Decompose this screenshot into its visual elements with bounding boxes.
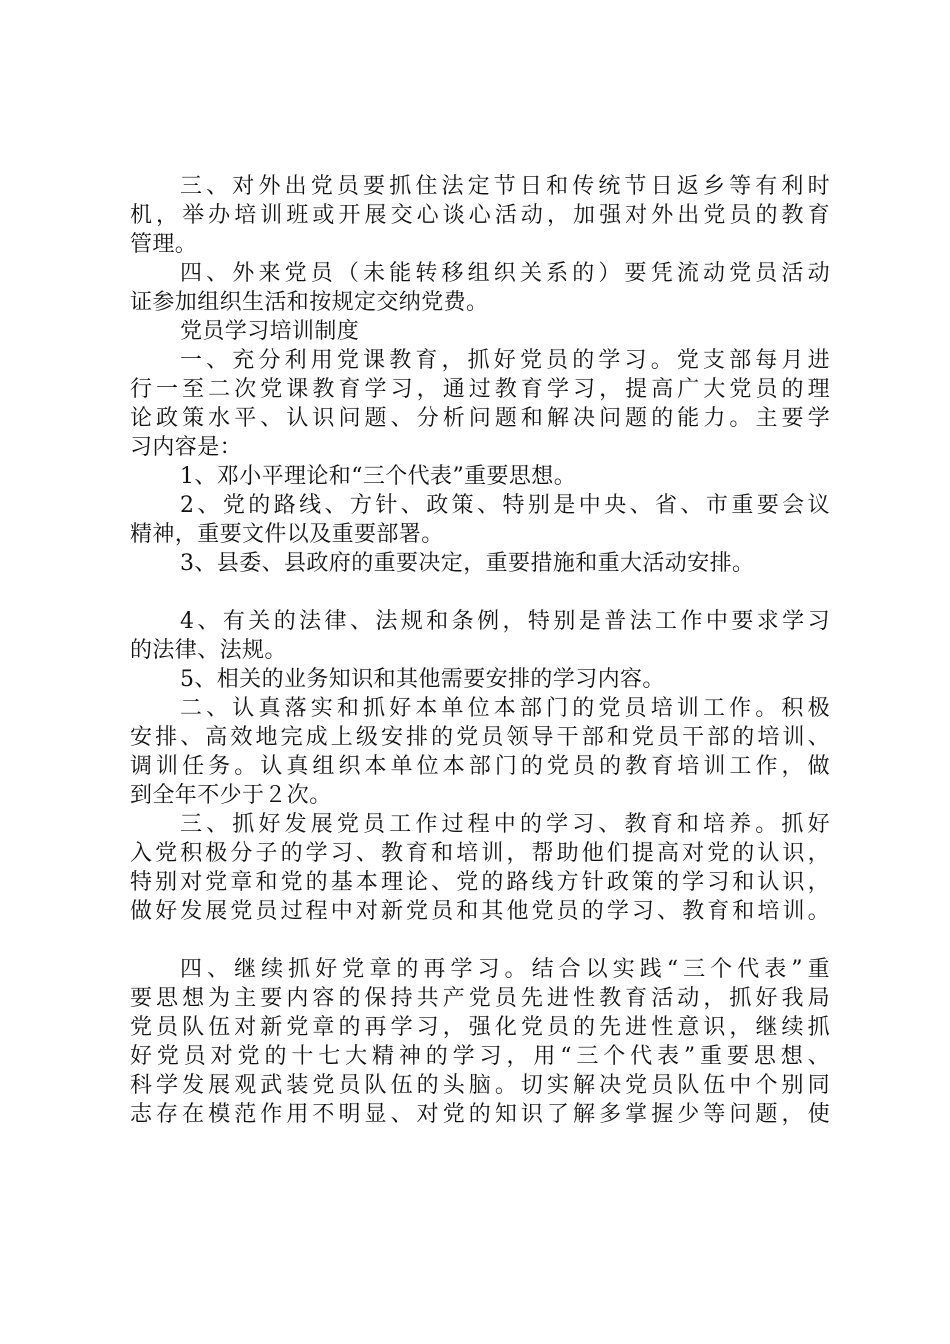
text-line: 5、相关的业务知识和其他需要安排的学习内容。 — [180, 667, 665, 692]
text-line: 党员学习培训制度 — [180, 319, 360, 344]
blank-line — [130, 926, 830, 955]
text-line: 证参加组织生活和按规定交纳党费。 — [130, 290, 489, 315]
document-body — [130, 172, 830, 1129]
text-line: 4、有关的法律、法规和条例，特别是普法工作中要求学习 — [180, 609, 830, 634]
text-line: 1、邓小平理论和“三个代表”重要思想。 — [180, 464, 577, 489]
text-line: 精神，重要文件以及重要部署。 — [130, 522, 444, 547]
text-line: 特别对党章和党的基本理论、党的路线方针政策的学习和认识， — [130, 870, 830, 895]
text-line: 二、认真落实和抓好本单位本部门的党员培训工作。积极 — [180, 696, 830, 721]
text-line: 行一至二次党课教育学习，通过教育学习，提高广大党员的理 — [130, 377, 830, 402]
text-line: 四、外来党员（未能转移组织关系的）要凭流动党员活动 — [180, 261, 830, 286]
text-line: 2、党的路线、方针、政策、特别是中央、省、市重要会议 — [180, 493, 830, 518]
text-line: 论政策水平、认识问题、分析问题和解决问题的能力。主要学 — [130, 406, 830, 431]
text-line: 好党员对党的十七大精神的学习，用“三个代表”重要思想、 — [130, 1044, 830, 1069]
text-line: 四、继续抓好党章的再学习。结合以实践“三个代表”重 — [180, 957, 830, 982]
text-line: 的法律、法规。 — [130, 638, 287, 663]
blank-line — [130, 578, 830, 607]
text-line: 3、县委、县政府的重要决定，重要措施和重大活动安排。 — [180, 551, 755, 576]
text-line: 做好发展党员过程中对新党员和其他党员的学习、教育和培训。 — [130, 899, 830, 924]
text-line: 三、抓好发展党员工作过程中的学习、教育和培养。抓好 — [180, 812, 830, 837]
text-line: 三、对外出党员要抓住法定节日和传统节日返乡等有利时 — [180, 174, 830, 199]
text-line: 科学发展观武装党员队伍的头脑。切实解决党员队伍中个别同 — [130, 1073, 830, 1098]
text-line: 管理。 — [130, 232, 198, 257]
text-line: 党员队伍对新党章的再学习，强化党员的先进性意识，继续抓 — [130, 1015, 830, 1040]
text-line: 习内容是： — [130, 435, 243, 460]
text-line: 调训任务。认真组织本单位本部门的党员的教育培训工作，做 — [130, 754, 830, 779]
text-line: 到全年不少于２次。 — [130, 783, 332, 808]
text-line: 一、充分利用党课教育，抓好党员的学习。党支部每月进 — [180, 348, 830, 373]
text-line: 机，举办培训班或开展交心谈心活动，加强对外出党员的教育 — [130, 203, 830, 228]
text-line: 安排、高效地完成上级安排的党员领导干部和党员干部的培训、 — [130, 725, 830, 750]
text-line: 要思想为主要内容的保持共产党员先进性教育活动，抓好我局 — [130, 986, 830, 1011]
text-line: 入党积极分子的学习、教育和培训，帮助他们提高对党的认识， — [130, 841, 830, 866]
text-line: 志存在模范作用不明显、对党的知识了解多掌握少等问题，使 — [130, 1102, 830, 1127]
